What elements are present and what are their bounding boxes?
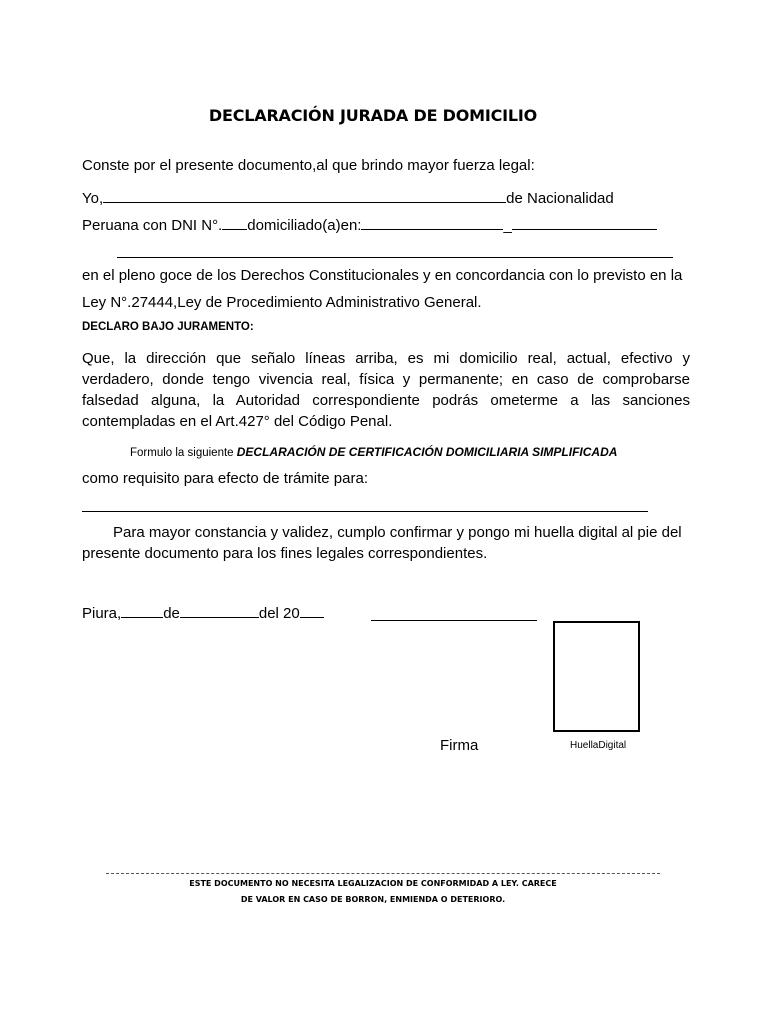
fingerprint-label: HuellaDigital bbox=[570, 740, 627, 751]
formulo-prefix: Formulo la siguiente bbox=[130, 447, 234, 459]
dni-line bbox=[82, 216, 657, 234]
domicile-label: domiciliado(a)en: bbox=[247, 217, 362, 234]
footer-line-2: DE VALOR EN CASO DE BORRON, ENMIENDA O DETERIORO. bbox=[240, 895, 506, 904]
intro-text: Conste por el presente documento,al que brindo mayor fuerza legal: bbox=[82, 157, 535, 174]
dni-blank[interactable] bbox=[222, 216, 247, 230]
name-blank[interactable] bbox=[103, 189, 506, 203]
domicile-blank-2[interactable] bbox=[512, 216, 657, 230]
fingerprint-box bbox=[553, 621, 640, 732]
document-title: DECLARACIÓN JURADA DE DOMICILIO bbox=[208, 106, 538, 125]
year-blank[interactable] bbox=[300, 604, 324, 618]
law-text: Ley N°.27444,Ley de Procedimiento Administrativo General. bbox=[82, 294, 482, 311]
domicile-separator: _ bbox=[503, 217, 512, 234]
constancy-line: presente documento para los fines legales correspondientes. bbox=[82, 545, 488, 562]
constancy-paragraph bbox=[82, 522, 692, 564]
procedure-blank-line[interactable] bbox=[82, 511, 648, 512]
declaration-paragraph bbox=[82, 348, 690, 432]
paragraph-line: contempladas en el Art.427° del Código Penal. bbox=[82, 413, 393, 430]
certification-title: DECLARACIÓN DE CERTIFICACIÓN DOMICILIARIA SIMPLIFICADA bbox=[236, 445, 618, 459]
domicile-blank-1[interactable] bbox=[361, 216, 503, 230]
de-label: de bbox=[163, 605, 180, 622]
address-blank-line[interactable] bbox=[117, 257, 673, 258]
constancy-line: Para mayor constancia y validez, cumplo confirmar y pongo mi huella digital al pie del bbox=[113, 524, 682, 541]
date-line bbox=[82, 604, 324, 622]
rights-text: en el pleno goce de los Derechos Constitucionales y en concordancia con lo previsto en la bbox=[82, 267, 683, 284]
day-blank[interactable] bbox=[121, 604, 163, 618]
year-label: del 20 bbox=[258, 605, 300, 622]
name-line bbox=[82, 189, 614, 207]
requirement-text: como requisito para efecto de trámite para: bbox=[82, 470, 368, 487]
footer-line-1: ESTE DOCUMENTO NO NECESITA LEGALIZACION DE CONFORMIDAD A LEY. CARECE bbox=[189, 879, 557, 888]
signature-label: Firma bbox=[440, 737, 479, 754]
paragraph-line: falsedad alguna, la Autoridad correspondiente podrás ometerme a las sanciones bbox=[82, 392, 690, 409]
signature-blank-line[interactable] bbox=[371, 620, 537, 621]
dni-label: Peruana con DNI N°. bbox=[82, 217, 223, 234]
name-prefix: Yo, bbox=[82, 190, 104, 207]
declaro-heading: DECLARO BAJO JURAMENTO: bbox=[82, 321, 254, 333]
paragraph-line: Que, la dirección que señalo líneas arriba, es mi domicilio real, actual, efectivo y bbox=[82, 350, 690, 367]
formulo-line bbox=[130, 445, 617, 459]
month-blank[interactable] bbox=[180, 604, 259, 618]
footer-divider bbox=[106, 873, 660, 874]
nationality-label: de Nacionalidad bbox=[506, 190, 614, 207]
city-label: Piura, bbox=[82, 605, 122, 622]
paragraph-line: verdadero, donde tengo vivencia real, física y permanente; en caso de comprobarse bbox=[82, 371, 690, 388]
